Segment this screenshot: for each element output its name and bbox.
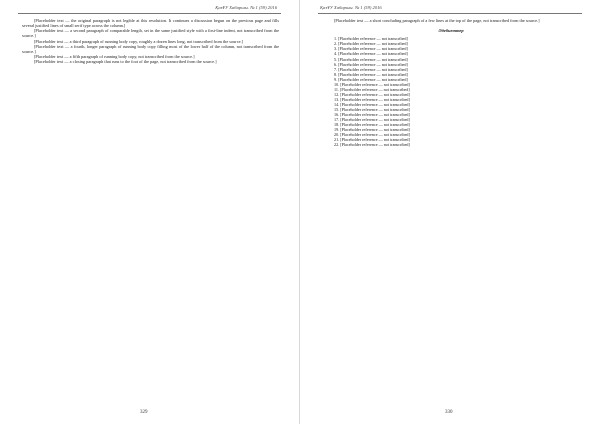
reference-entry: 15. [Placeholder reference — not transcribed] <box>334 106 410 112</box>
left-header-rule <box>18 13 281 14</box>
reference-entry: 12. [Placeholder reference — not transcribed] <box>334 91 410 97</box>
right-running-header: ҚазҰУ Хабаршы. № 1 (59) 2016 <box>320 5 382 10</box>
right-header-rule <box>318 13 582 14</box>
reference-entry: 18. [Placeholder reference — not transcribed] <box>334 122 410 128</box>
reference-entry: 21. [Placeholder reference — not transcribed] <box>334 137 410 143</box>
reference-entry: 11. [Placeholder reference — not transcribed] <box>334 86 410 92</box>
reference-entry: 22. [Placeholder reference — not transcribed] <box>334 142 410 148</box>
reference-entry: 7. [Placeholder reference — not transcribed] <box>334 66 408 72</box>
reference-entry: 17. [Placeholder reference — not transcribed] <box>334 117 410 123</box>
reference-entry: 14. [Placeholder reference — not transcribed] <box>334 101 410 107</box>
left-page-number: 329 <box>140 410 148 415</box>
reference-entry: 4. [Placeholder reference — not transcribed] <box>334 51 408 57</box>
left-paragraph: [Placeholder text — a third paragraph of running body copy, roughly a dozen lines long, not transcribed from the source.] <box>34 38 244 44</box>
right-page <box>300 0 600 424</box>
left-paragraph: [Placeholder text — a closing paragraph that runs to the foot of the page, not transcribed from the source.] <box>34 59 217 65</box>
reference-entry: 10. [Placeholder reference — not transcribed] <box>334 81 410 87</box>
reference-entry: 20. [Placeholder reference — not transcribed] <box>334 132 410 138</box>
reference-entry: 3. [Placeholder reference — not transcribed] <box>334 46 408 52</box>
reference-entry: 5. [Placeholder reference — not transcribed] <box>334 56 408 62</box>
reference-entry: 8. [Placeholder reference — not transcribed] <box>334 71 408 77</box>
left-paragraph: [Placeholder text — a fourth, longer paragraph of running body copy filling most of the lower half of the column, not transcribed from the source.] <box>22 43 279 54</box>
reference-entry: 16. [Placeholder reference — not transcribed] <box>334 112 410 118</box>
right-body-text <box>322 18 580 402</box>
references-list <box>322 36 580 147</box>
reference-entry: 1. [Placeholder reference — not transcribed] <box>334 36 408 42</box>
left-body-text <box>22 18 279 402</box>
left-paragraph: [Placeholder text — the original paragraph is not legible at this resolution. It continues a discussion begun on the previous page and fills several justified lines of small serif type across the column.] <box>22 18 279 29</box>
reference-entry: 9. [Placeholder reference — not transcribed] <box>334 76 408 82</box>
reference-entry: 6. [Placeholder reference — not transcribed] <box>334 61 408 67</box>
right-page-number: 330 <box>445 410 453 415</box>
references-heading: Әдебиеттер <box>438 28 464 34</box>
left-paragraph: [Placeholder text — a second paragraph of comparable length, set in the same justified style with a first-line indent, not transcribed from the source.] <box>22 28 279 39</box>
left-paragraph: [Placeholder text — a fifth paragraph of running body copy, not transcribed from the source.] <box>34 54 195 60</box>
reference-entry: 19. [Placeholder reference — not transcribed] <box>334 127 410 133</box>
right-intro-paragraph: [Placeholder text — a short concluding paragraph of a few lines at the top of the page, not transcribed from the source.] <box>334 18 540 23</box>
reference-entry: 13. [Placeholder reference — not transcribed] <box>334 96 410 102</box>
left-running-header: ҚазҰУ Хабаршы. № 1 (59) 2016 <box>215 5 277 10</box>
reference-entry: 2. [Placeholder reference — not transcribed] <box>334 41 408 47</box>
